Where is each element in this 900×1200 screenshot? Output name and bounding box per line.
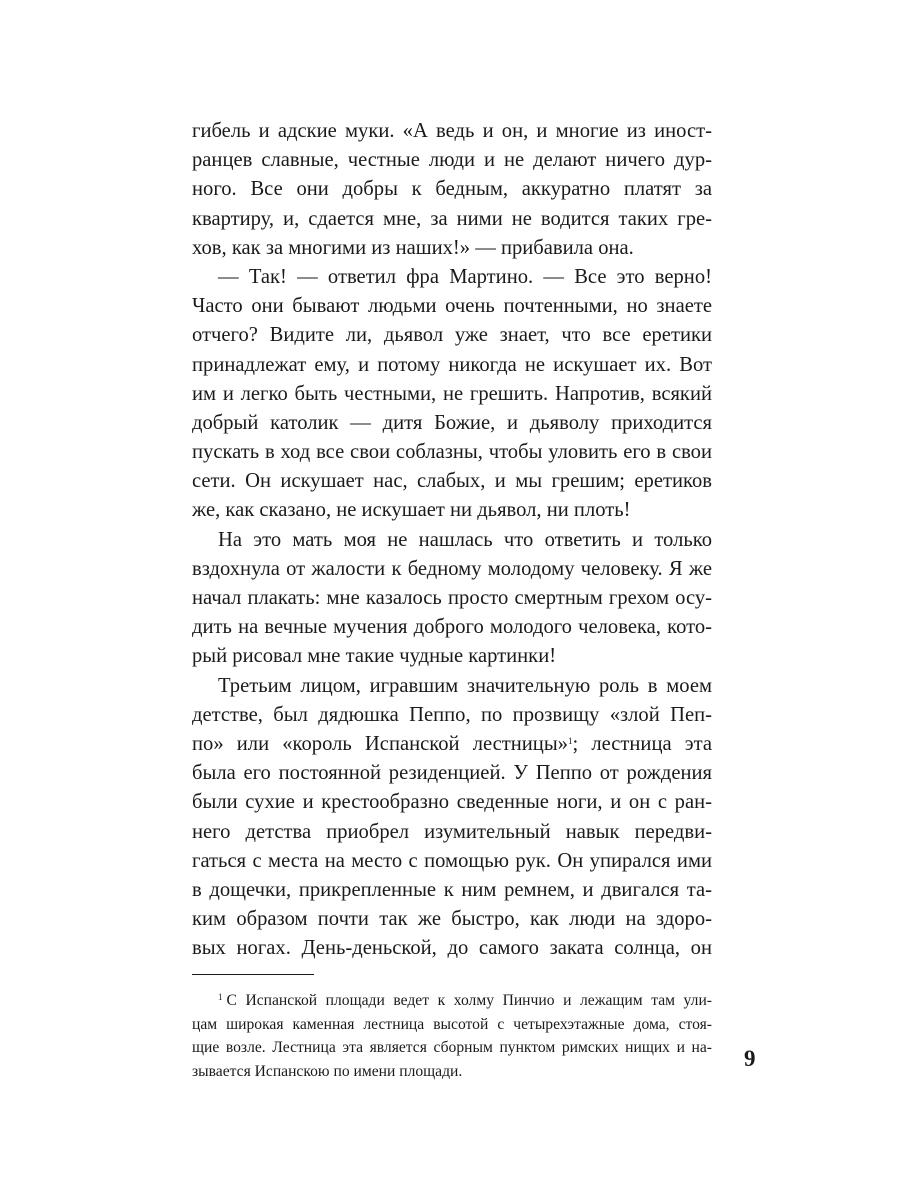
footnote-line: цам широкая каменная лестница высотой с четырехэтажные дома, стоя- [192,1015,712,1033]
text-line: были сухие и крестообразно сведенные ноги, и он с ран- [192,791,712,814]
text-line: гаться с места на место с помощью рук. Он упирался ими [192,849,712,872]
text-line: хов, как за многими из наших!» — прибавила она. [192,236,634,259]
text-line: вздохнула от жалости к бедному молодому человеку. Я же [192,557,712,580]
text-line: детстве, был дядюшка Пеппо, по прозвищу «злой Пеп- [192,703,712,726]
text-line: пускать в ход все свои соблазны, чтобы уловить его в свои [192,441,712,464]
text-line: же, как сказано, не искушает ни дьявол, ни плоть! [192,499,631,522]
text-line: начал плакать: мне казалось просто смертным грехом осу- [192,587,712,609]
footnote-line: зывается Испанскою по имени площади. [192,1062,463,1080]
text-line: добрый католик — дитя Божие, и дьяволу приходится [192,411,712,434]
text-fragment: ; лестница эта [572,732,712,755]
text-line: отчего? Видите ли, дьявол уже знает, что все еретики [192,324,712,347]
text-line: сети. Он искушает нас, слабых, и мы грешим; еретиков [192,470,712,493]
text-fragment: по» или «король Испанской лестницы» [192,732,568,755]
text-line: него детства приобрел изумительный навык передви- [192,820,712,843]
body-text [192,117,712,963]
text-line: — Так! — ответил фра Мартино. — Все это верно! [218,265,712,288]
text-line: ранцев славные, честные люди и не делают ничего дур- [192,149,712,172]
text-line: принадлежат ему, и потому никогда не искушает их. Вот [192,353,712,376]
page-number: 9 [744,1046,756,1071]
text-line: Третьим лицом, игравшим значительную роль в моем [218,674,712,697]
text-line: вых ногах. День-деньской, до самого заката солнца, он [192,937,712,960]
footnote-line: щие возле. Лестница эта является сборным пунктом римских нищих и на- [192,1039,712,1056]
text-line-with-footnote-ref [192,730,712,759]
footnote-text: С Испанской площади ведет к холму Пинчио и лежащим там ули- [226,992,712,1009]
text-line: На это мать моя не нашлась что ответить и только [218,528,712,551]
text-line: квартиру, и, сдается мне, за ними не водится таких гре- [192,207,712,230]
text-line: Часто они бывают людьми очень почтенными, но знаете [192,295,712,318]
text-line: была его постоянной резиденцией. У Пеппо от рождения [192,762,712,785]
text-line: гибель и адские муки. «А ведь и он, и многие из иност- [192,120,712,142]
footnote-marker: 1 [218,992,223,1002]
footnote-line [192,989,712,1013]
footnote-divider [192,974,314,975]
text-line: им и легко быть честными, не грешить. Напротив, всякий [192,382,712,405]
text-line: дить на вечные мучения доброго молодого человека, кото- [192,616,712,639]
footnote-reference[interactable]: 1 [567,735,573,746]
text-line: ного. Все они добры к бедным, аккуратно платят за [192,178,712,201]
text-line: рый рисовал мне такие чудные картинки! [192,645,557,668]
footnote [192,989,712,1083]
text-line: ким образом почти так же быстро, как люди на здоро- [192,908,712,931]
text-line: в дощечки, прикрепленные к ним ремнем, и двигался та- [192,878,712,901]
